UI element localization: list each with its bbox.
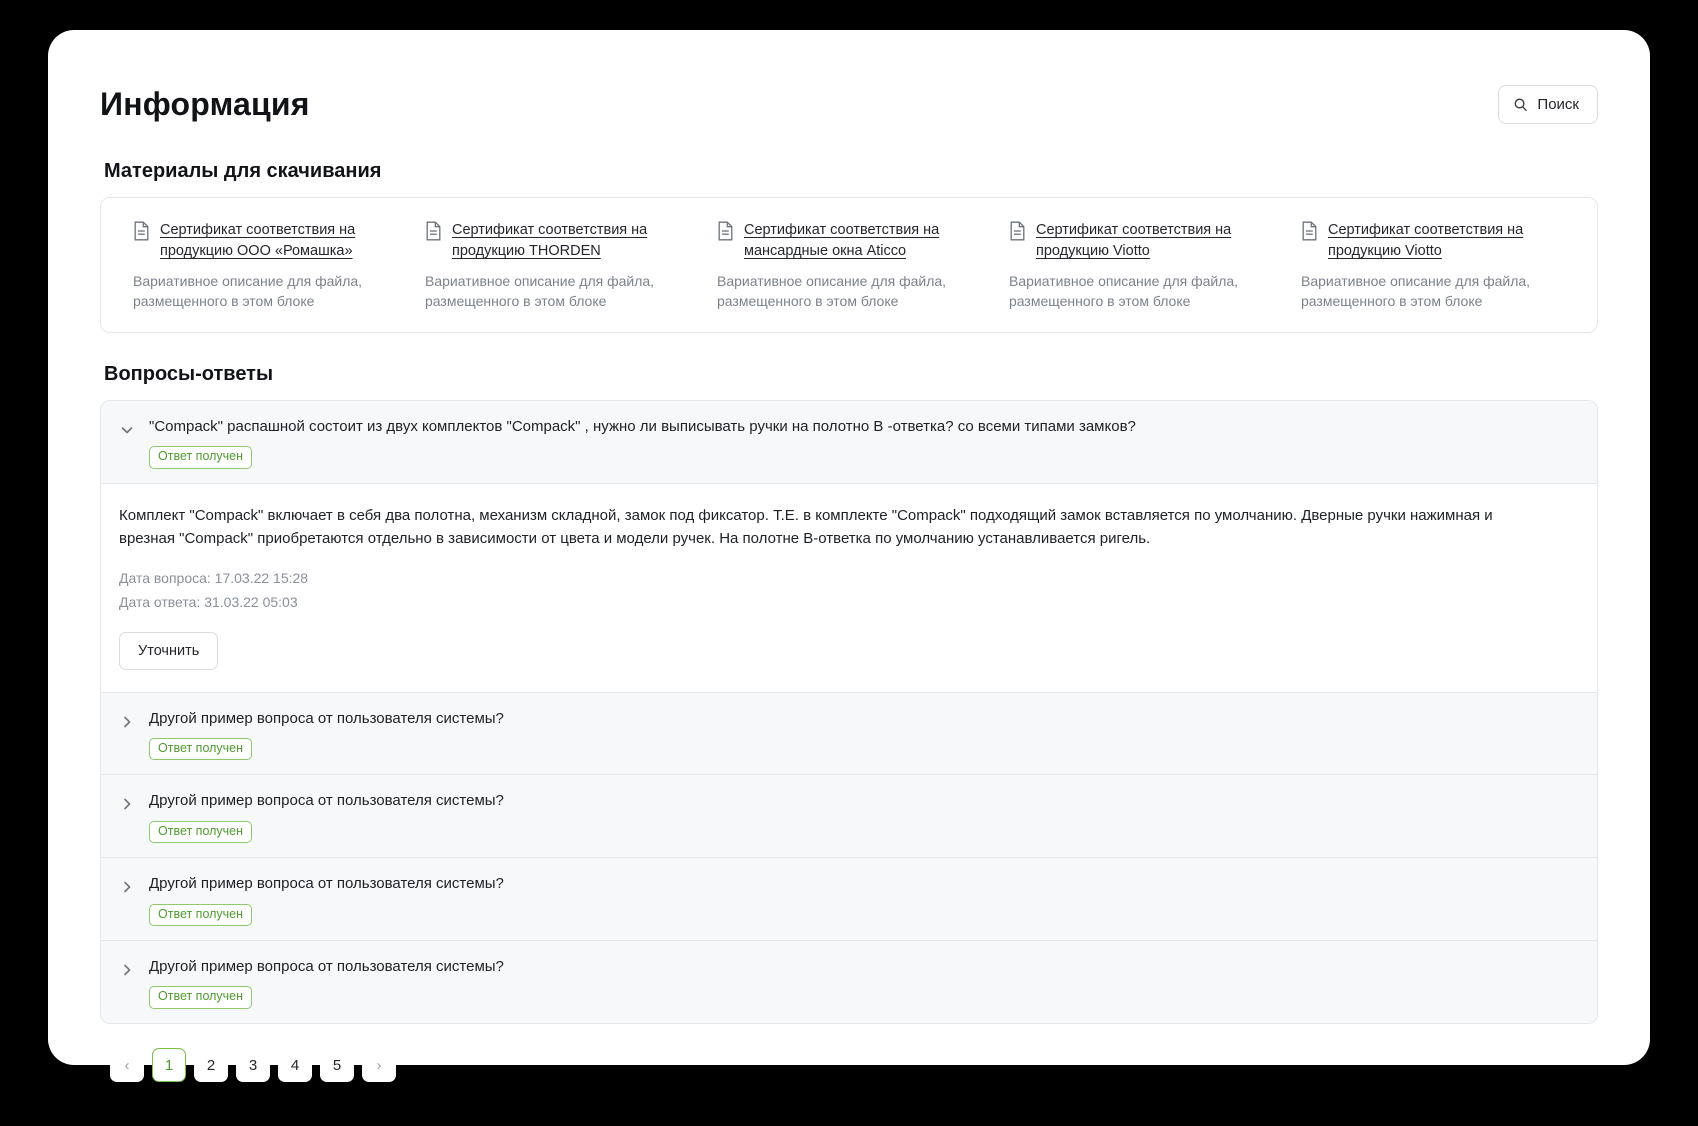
download-description: Вариативное описание для файла, размещенного в этом блоке bbox=[1301, 273, 1531, 310]
content-card bbox=[48, 30, 1650, 1074]
document-icon bbox=[717, 221, 734, 246]
download-description: Вариативное описание для файла, размещенного в этом блоке bbox=[133, 273, 363, 310]
download-link[interactable]: Сертификат соответствия на продукцию THORDEN bbox=[452, 222, 648, 259]
download-item[interactable] bbox=[995, 220, 1287, 312]
pagination-next[interactable]: › bbox=[362, 1048, 396, 1082]
faq-list bbox=[100, 400, 1598, 1024]
faq-answer-panel bbox=[101, 484, 1597, 693]
faq-question-item[interactable] bbox=[101, 693, 1597, 776]
document-icon bbox=[1009, 221, 1026, 246]
download-item[interactable] bbox=[1287, 220, 1579, 312]
search-icon bbox=[1513, 97, 1528, 112]
faq-question-text: Другой пример вопроса от пользователя системы? bbox=[149, 709, 504, 727]
faq-question-text: "Compack" распашной состоит из двух комплектов "Compack" , нужно ли выписывать ручки на полотно В -ответка? со всеми типами замков? bbox=[149, 417, 1136, 435]
download-link[interactable]: Сертификат соответствия на продукцию ООО «Ромашка» bbox=[160, 222, 356, 259]
faq-question-date: Дата вопроса: 17.03.22 15:28 bbox=[119, 570, 309, 587]
pagination-page-1[interactable]: 1 bbox=[152, 1048, 186, 1082]
page-header bbox=[100, 78, 1598, 130]
download-item[interactable] bbox=[411, 220, 703, 312]
faq-question-text: Другой пример вопроса от пользователя системы? bbox=[149, 958, 504, 976]
pagination bbox=[110, 1048, 1598, 1082]
chevron-down-icon bbox=[119, 422, 135, 438]
chevron-right-icon bbox=[119, 796, 135, 812]
document-icon bbox=[133, 221, 150, 246]
download-link[interactable]: Сертификат соответствия на мансардные окна Aticco bbox=[744, 222, 940, 259]
faq-question-open[interactable] bbox=[101, 401, 1597, 484]
download-description: Вариативное описание для файла, размещенного в этом блоке bbox=[425, 273, 655, 310]
clarify-button[interactable]: Уточнить bbox=[119, 632, 218, 670]
pagination-page-4[interactable]: 4 bbox=[278, 1048, 312, 1082]
faq-question-item[interactable] bbox=[101, 941, 1597, 1023]
chevron-right-icon bbox=[119, 879, 135, 895]
status-badge: Ответ получен bbox=[149, 821, 252, 844]
pagination-prev[interactable]: ‹ bbox=[110, 1048, 144, 1082]
status-badge: Ответ получен bbox=[149, 986, 252, 1009]
download-item[interactable] bbox=[119, 220, 411, 312]
download-item[interactable] bbox=[703, 220, 995, 312]
download-description: Вариативное описание для файла, размещенного в этом блоке bbox=[1009, 273, 1239, 310]
chevron-right-icon bbox=[119, 714, 135, 730]
download-link[interactable]: Сертификат соответствия на продукцию Viotto bbox=[1328, 222, 1524, 259]
status-badge: Ответ получен bbox=[149, 446, 252, 469]
faq-answer-date: Дата ответа: 31.03.22 05:03 bbox=[119, 593, 298, 610]
faq-question-item[interactable] bbox=[101, 858, 1597, 941]
download-link[interactable]: Сертификат соответствия на продукцию Viotto bbox=[1036, 222, 1232, 259]
faq-section-title: Вопросы-ответы bbox=[104, 362, 274, 385]
document-icon bbox=[425, 221, 442, 246]
download-description: Вариативное описание для файла, размещенного в этом блоке bbox=[717, 273, 947, 310]
pagination-page-3[interactable]: 3 bbox=[236, 1048, 270, 1082]
faq-question-text: Другой пример вопроса от пользователя системы? bbox=[149, 792, 504, 810]
downloads-section-title: Материалы для скачивания bbox=[104, 160, 382, 182]
status-badge: Ответ получен bbox=[149, 738, 252, 761]
page-title: Информация bbox=[100, 85, 310, 122]
pagination-page-2[interactable]: 2 bbox=[194, 1048, 228, 1082]
pagination-page-5[interactable]: 5 bbox=[320, 1048, 354, 1082]
chevron-right-icon bbox=[119, 962, 135, 978]
status-badge: Ответ получен bbox=[149, 904, 252, 927]
faq-question-item[interactable] bbox=[101, 775, 1597, 858]
search-button[interactable] bbox=[1498, 85, 1598, 124]
downloads-panel bbox=[100, 197, 1598, 333]
faq-answer-text: Комплект "Compack" включает в себя два полотна, механизм складной, замок под фиксатор. Т.Е. в комплекте "Compack" подходящий замок вставляется по умолчанию. Дверные ручки нажимная и врезная "Compack" приобретаются отдельно в зависимости от цвета и модели ручек. На полотне В-ответка по умолчанию устанавливается ригель. bbox=[119, 506, 1493, 547]
search-button-label: Поиск bbox=[1537, 95, 1579, 113]
faq-question-text: Другой пример вопроса от пользователя системы? bbox=[149, 875, 504, 893]
document-icon bbox=[1301, 221, 1318, 246]
